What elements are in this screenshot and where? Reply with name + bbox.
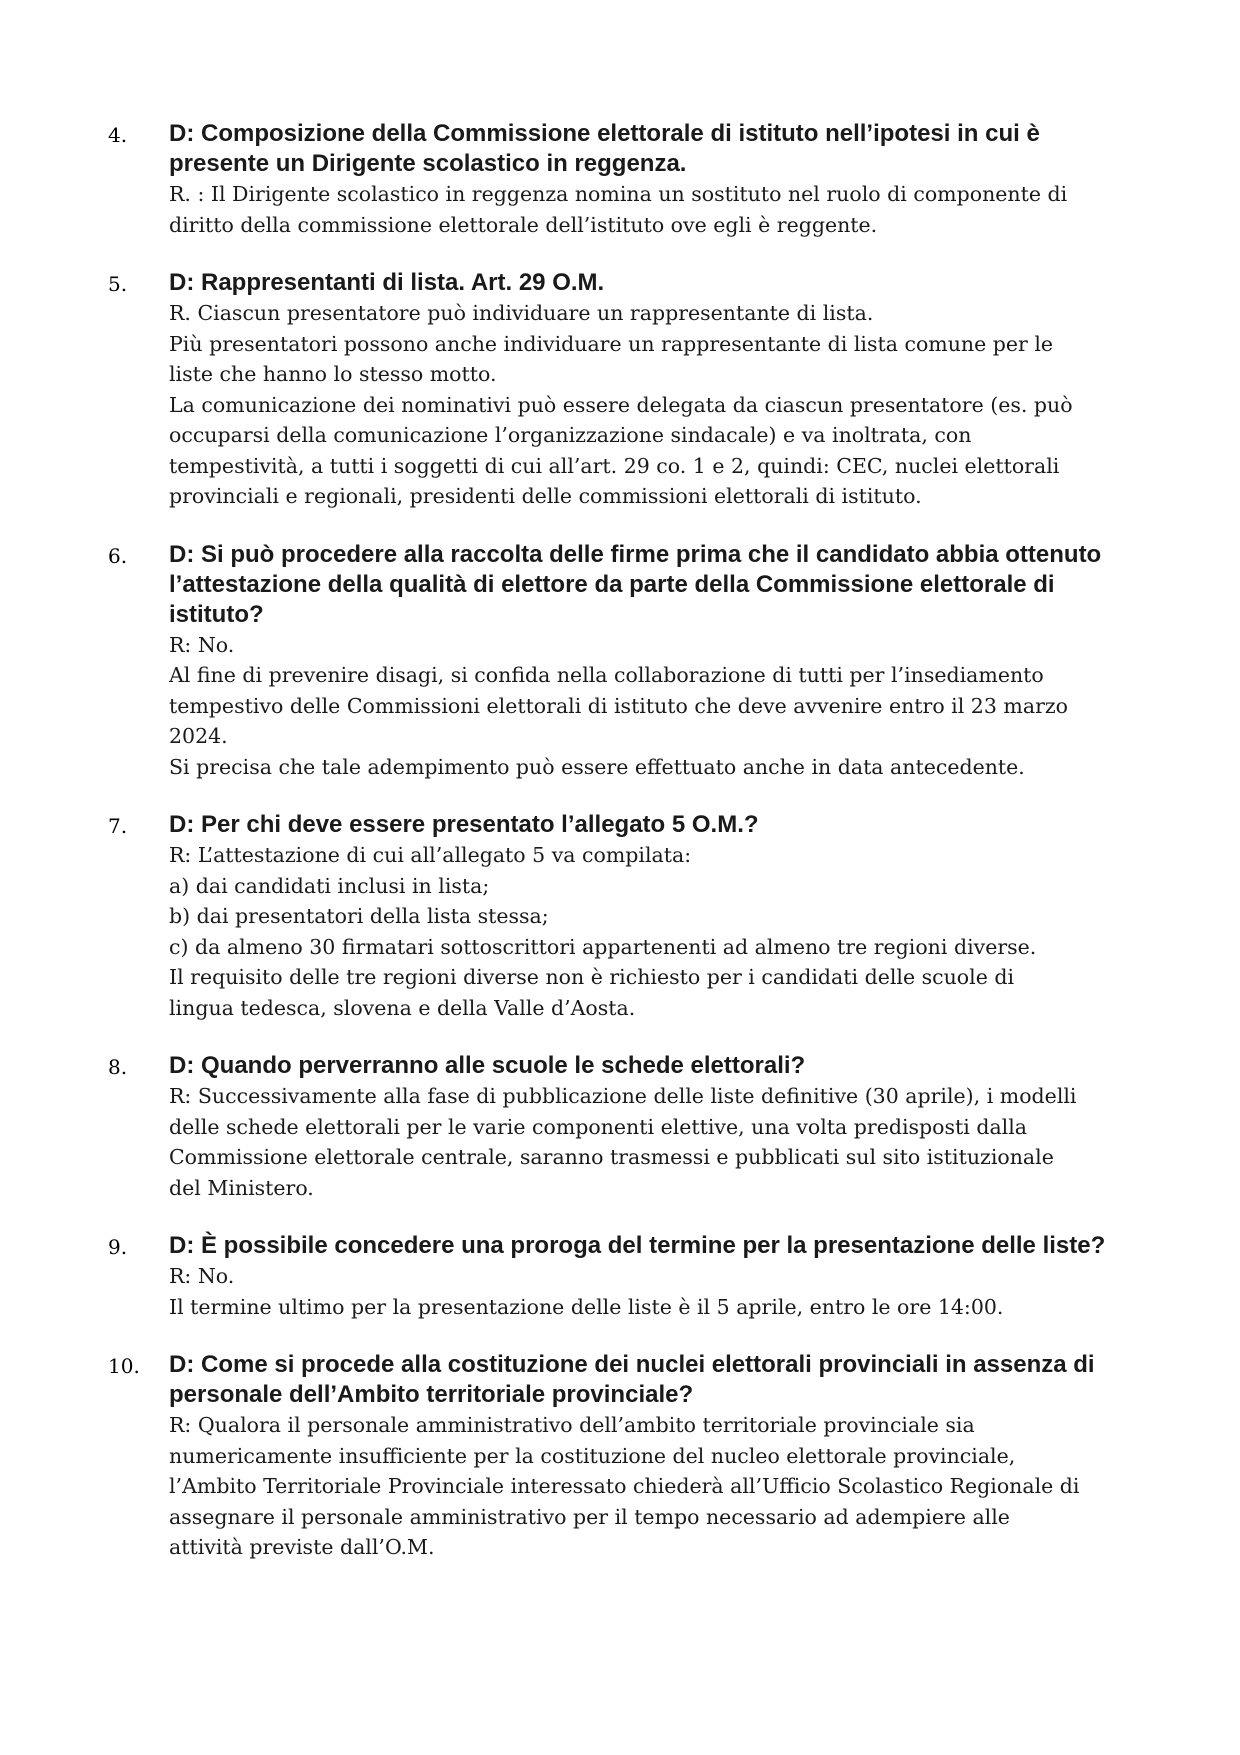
answer-line: c) da almeno 30 firmatari sottoscrittori appartenenti ad almeno tre regioni diverse.	[169, 934, 1037, 959]
answer-line: Il termine ultimo per la presentazione delle liste è il 5 aprile, entro le ore 14:00.	[169, 1294, 1004, 1319]
answer-line: attività previste dall’O.M.	[169, 1535, 435, 1559]
item-number: 9.	[108, 1235, 128, 1259]
answer-line: Al fine di prevenire disagi, si confida nella collaborazione di tutti per l’insediamento	[169, 663, 1044, 687]
item-number: 8.	[108, 1055, 128, 1079]
answer-line: lingua tedesca, slovena e della Valle d’Aosta.	[169, 995, 636, 1020]
question-text: D: Composizione della Commissione elettorale di istituto nell’ipotesi in cui è presente un Dirigente scolastico in reggenza.	[169, 120, 1040, 177]
answer-line: delle schede elettorali per le varie componenti elettive, una volta predisposti dalla	[169, 1114, 1027, 1139]
answer-line: occuparsi della comunicazione l’organizzazione sindacale) e va inoltrata, con	[169, 423, 972, 447]
answer-line: R: No.	[169, 632, 235, 657]
question-text: D: È possibile concedere una proroga del termine per la presentazione delle liste?	[169, 1232, 1106, 1259]
answer-line: a) dai candidati inclusi in lista;	[169, 873, 490, 898]
answer-line: R. Ciascun presentatore può individuare un rappresentante di lista.	[169, 301, 874, 325]
answer-line: R: Qualora il personale amministrativo dell’ambito territoriale provinciale sia	[169, 1413, 975, 1437]
faq-item	[108, 1350, 1140, 1563]
question-text: D: Per chi deve essere presentato l’allegato 5 O.M.?	[169, 811, 759, 838]
answer-line: R: L’attestazione di cui all’allegato 5 va compilata:	[169, 843, 692, 867]
answer-line: Commissione elettorale centrale, saranno trasmessi e pubblicati sul sito istituzionale	[169, 1145, 1054, 1169]
answer-line: R: No.	[169, 1264, 235, 1288]
answer-line: b) dai presentatori della lista stessa;	[169, 904, 549, 928]
answer-line: R: Successivamente alla fase di pubblicazione delle liste definitive (30 aprile), i modelli	[169, 1084, 1077, 1108]
answer-line: tempestività, a tutti i soggetti di cui all’art. 29 co. 1 e 2, quindi: CEC, nuclei elettorali	[169, 453, 1060, 478]
answer-line: R. : Il Dirigente scolastico in reggenza nomina un sostituto nel ruolo di componente di	[169, 182, 1068, 206]
answer-line: Più presentatori possono anche individuare un rappresentante di lista comune per le	[169, 331, 1054, 356]
question-text: D: Come si procede alla costituzione dei nuclei elettorali provinciali in assenza di personale dell’Ambito territoriale provinciale?	[169, 1351, 1095, 1408]
faq-item	[108, 540, 1140, 783]
answer-line: Il requisito delle tre regioni diverse non è richiesto per i candidati delle scuole di	[169, 965, 1015, 989]
answer-line: diritto della commissione elettorale dell’istituto ove egli è reggente.	[169, 212, 878, 237]
faq-item	[108, 119, 1140, 240]
answer-line: tempestivo delle Commissioni elettorali di istituto che deve avvenire entro il 23 marzo	[169, 693, 1069, 718]
faq-item	[108, 268, 1140, 512]
item-number: 4.	[108, 123, 128, 147]
faq-item	[108, 1051, 1140, 1203]
answer-line: liste che hanno lo stesso motto.	[169, 362, 497, 386]
answer-line: La comunicazione dei nominativi può essere delegata da ciascun presentatore (es. può	[169, 392, 1073, 417]
answer-line: numericamente insufficiente per la costituzione del nucleo elettorale provinciale,	[169, 1443, 1016, 1468]
faq-item	[108, 1231, 1140, 1322]
question-text: D: Si può procedere alla raccolta delle firme prima che il candidato abbia ottenuto l’attestazione della qualità di elettore da parte della Commissione elettorale di istituto?	[169, 540, 1102, 628]
question-text: D: Quando perverranno alle scuole le schede elettorali?	[169, 1052, 806, 1079]
item-number: 7.	[108, 814, 128, 838]
answer-line: l’Ambito Territoriale Provinciale interessato chiederà all’Ufficio Scolastico Regionale di	[169, 1474, 1080, 1498]
answer-line: assegnare il personale amministrativo per il tempo necessario ad adempiere alle	[169, 1504, 1010, 1529]
item-number: 6.	[108, 543, 128, 568]
item-number: 10.	[108, 1354, 140, 1378]
answer-line: provinciali e regionali, presidenti delle commissioni elettorali di istituto.	[169, 484, 922, 508]
answer-line: del Ministero.	[169, 1175, 314, 1200]
answer-line: 2024.	[169, 724, 228, 748]
item-number: 5.	[108, 272, 128, 296]
faq-item	[108, 810, 1140, 1023]
question-text: D: Rappresentanti di lista. Art. 29 O.M.	[169, 269, 605, 296]
answer-line: Si precisa che tale adempimento può essere effettuato anche in data antecedente.	[169, 754, 1025, 779]
